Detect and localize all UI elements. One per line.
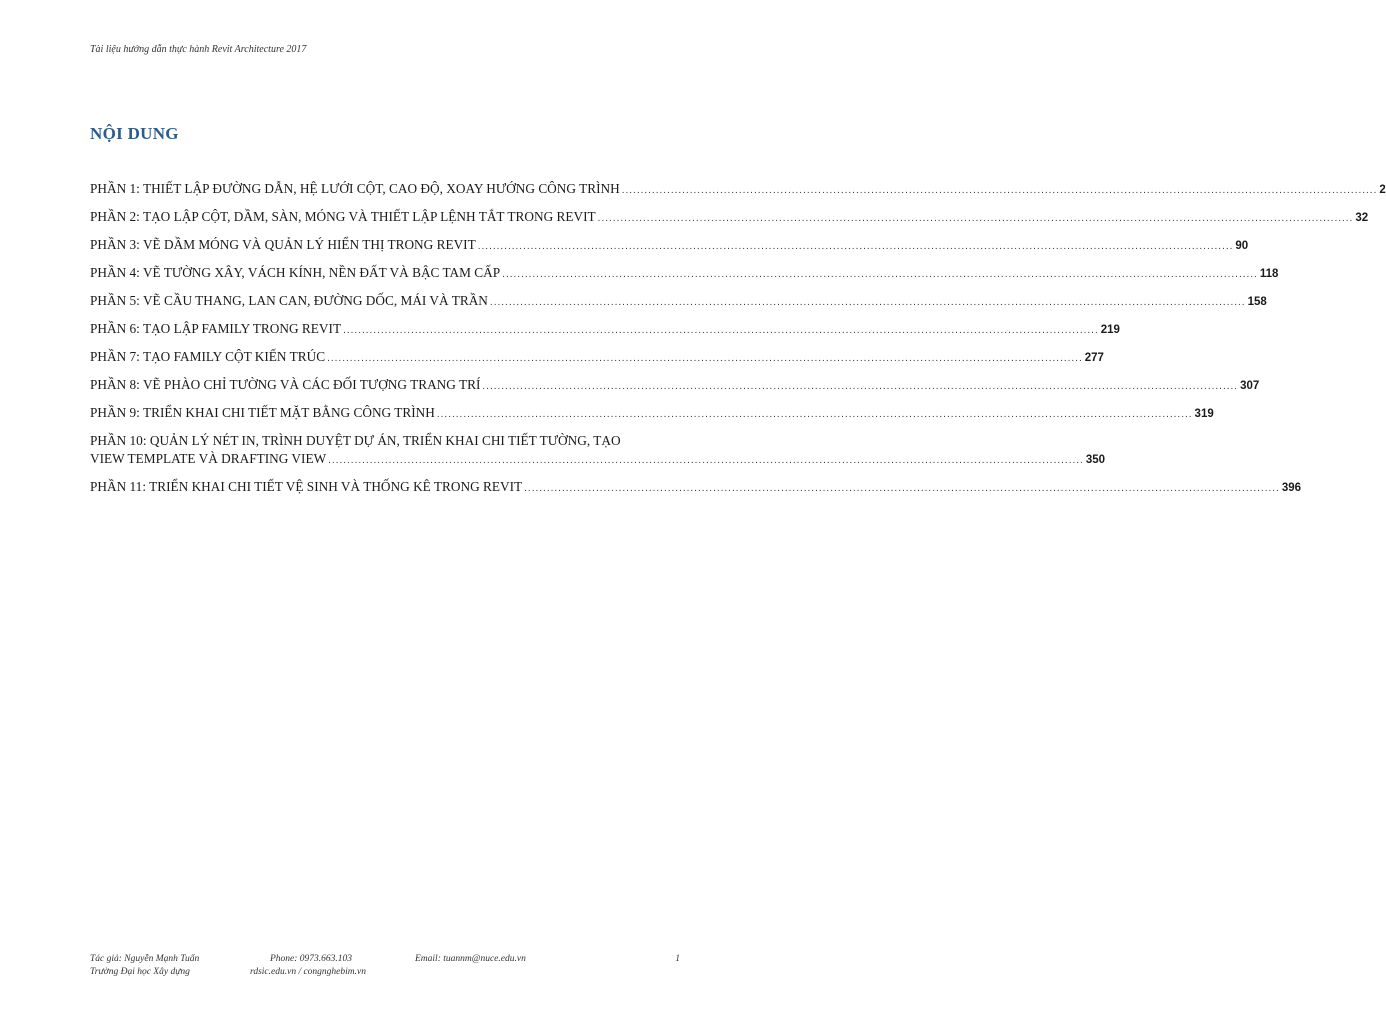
- toc-entry-title: PHẦN 11: TRIỂN KHAI CHI TIẾT VỆ SINH VÀ THỐNG KÊ TRONG REVIT: [90, 479, 523, 494]
- dot-leader: [622, 182, 1378, 200]
- toc-entry-part-2[interactable]: [90, 208, 1369, 228]
- footer-websites: rdsic.edu.vn / congnghebim.vn: [250, 967, 366, 977]
- footer-school: Trường Đại học Xây dựng: [90, 967, 190, 977]
- dot-leader: [328, 452, 1084, 470]
- toc-entry-page: 277: [1084, 352, 1104, 364]
- toc-heading: NỘI DUNG: [90, 124, 179, 143]
- toc-entry-page: 32: [1355, 212, 1369, 224]
- toc-entry-title-line-2: VIEW TEMPLATE VÀ DRAFTING VIEW: [90, 451, 327, 466]
- toc-entry-part-5[interactable]: [90, 292, 1267, 312]
- toc-entry-line-2: [90, 450, 1105, 470]
- toc-entry-page: 158: [1247, 296, 1267, 308]
- toc-entry-part-3[interactable]: [90, 236, 1249, 256]
- toc-entry-page: 118: [1259, 268, 1279, 280]
- toc-entry-title: PHẦN 3: VẼ DẦM MÓNG VÀ QUẢN LÝ HIỂN THỊ TRONG REVIT: [90, 237, 476, 252]
- dot-leader: [524, 480, 1280, 498]
- dot-leader: [478, 238, 1234, 256]
- dot-leader: [437, 406, 1193, 424]
- footer-email: Email: tuannm@nuce.edu.vn: [415, 954, 526, 964]
- toc-entry-part-9[interactable]: [90, 404, 1214, 424]
- page-number: 1: [675, 954, 680, 964]
- toc-entry-page: 219: [1100, 324, 1120, 336]
- toc-entry-part-6[interactable]: [90, 320, 1120, 340]
- toc-entry-page: 350: [1085, 454, 1105, 466]
- table-of-contents: [90, 180, 1386, 506]
- toc-entry-title: PHẦN 7: TẠO FAMILY CỘT KIẾN TRÚC: [90, 349, 326, 364]
- page-footer: [90, 954, 680, 984]
- toc-entry-part-4[interactable]: [90, 264, 1279, 284]
- dot-leader: [490, 294, 1246, 312]
- toc-entry-title: PHẦN 2: TẠO LẬP CỘT, DẦM, SÀN, MÓNG VÀ THIẾT LẬP LỆNH TẮT TRONG REVIT: [90, 209, 596, 224]
- toc-entry-title: PHẦN 8: VẼ PHÀO CHỈ TƯỜNG VÀ CÁC ĐỐI TƯỢNG TRANG TRÍ: [90, 377, 481, 392]
- toc-entry-page: 2: [1379, 184, 1386, 196]
- dot-leader: [482, 378, 1238, 396]
- toc-entry-title: PHẦN 1: THIẾT LẬP ĐƯỜNG DẪN, HỆ LƯỚI CỘT, CAO ĐỘ, XOAY HƯỚNG CÔNG TRÌNH: [90, 181, 620, 196]
- toc-entry-part-8[interactable]: [90, 376, 1260, 396]
- toc-entry-title: PHẦN 4: VẼ TƯỜNG XÂY, VÁCH KÍNH, NỀN ĐẤT VÀ BẬC TAM CẤP: [90, 265, 501, 280]
- toc-entry-title: PHẦN 9: TRIỂN KHAI CHI TIẾT MẶT BẰNG CÔNG TRÌNH: [90, 405, 435, 420]
- toc-entry-part-7[interactable]: [90, 348, 1104, 368]
- dot-leader: [598, 210, 1354, 228]
- footer-phone: Phone: 0973.663.103: [270, 954, 353, 964]
- page-header: Tài liệu hướng dẫn thực hành Revit Architecture 2017: [90, 44, 307, 55]
- toc-entry-page: 90: [1235, 240, 1249, 252]
- toc-entry-part-10[interactable]: [90, 432, 1105, 470]
- toc-entry-title-line-1: PHẦN 10: QUẢN LÝ NÉT IN, TRÌNH DUYỆT DỰ ÁN, TRIỂN KHAI CHI TIẾT TƯỜNG, TẠO: [90, 433, 621, 448]
- dot-leader: [327, 350, 1083, 368]
- toc-entry-page: 319: [1194, 408, 1214, 420]
- dot-leader: [502, 266, 1258, 284]
- dot-leader: [343, 322, 1099, 340]
- toc-entry-title: PHẦN 6: TẠO LẬP FAMILY TRONG REVIT: [90, 321, 342, 336]
- toc-entry-page: 307: [1240, 380, 1260, 392]
- toc-entry-part-1[interactable]: [90, 180, 1386, 200]
- toc-entry-part-11[interactable]: [90, 478, 1302, 498]
- footer-author: Tác giả: Nguyễn Mạnh Tuấn: [90, 954, 200, 964]
- toc-entry-page: 396: [1281, 482, 1302, 494]
- toc-entry-title: PHẦN 5: VẼ CẦU THANG, LAN CAN, ĐƯỜNG DỐC, MÁI VÀ TRẦN: [90, 293, 488, 308]
